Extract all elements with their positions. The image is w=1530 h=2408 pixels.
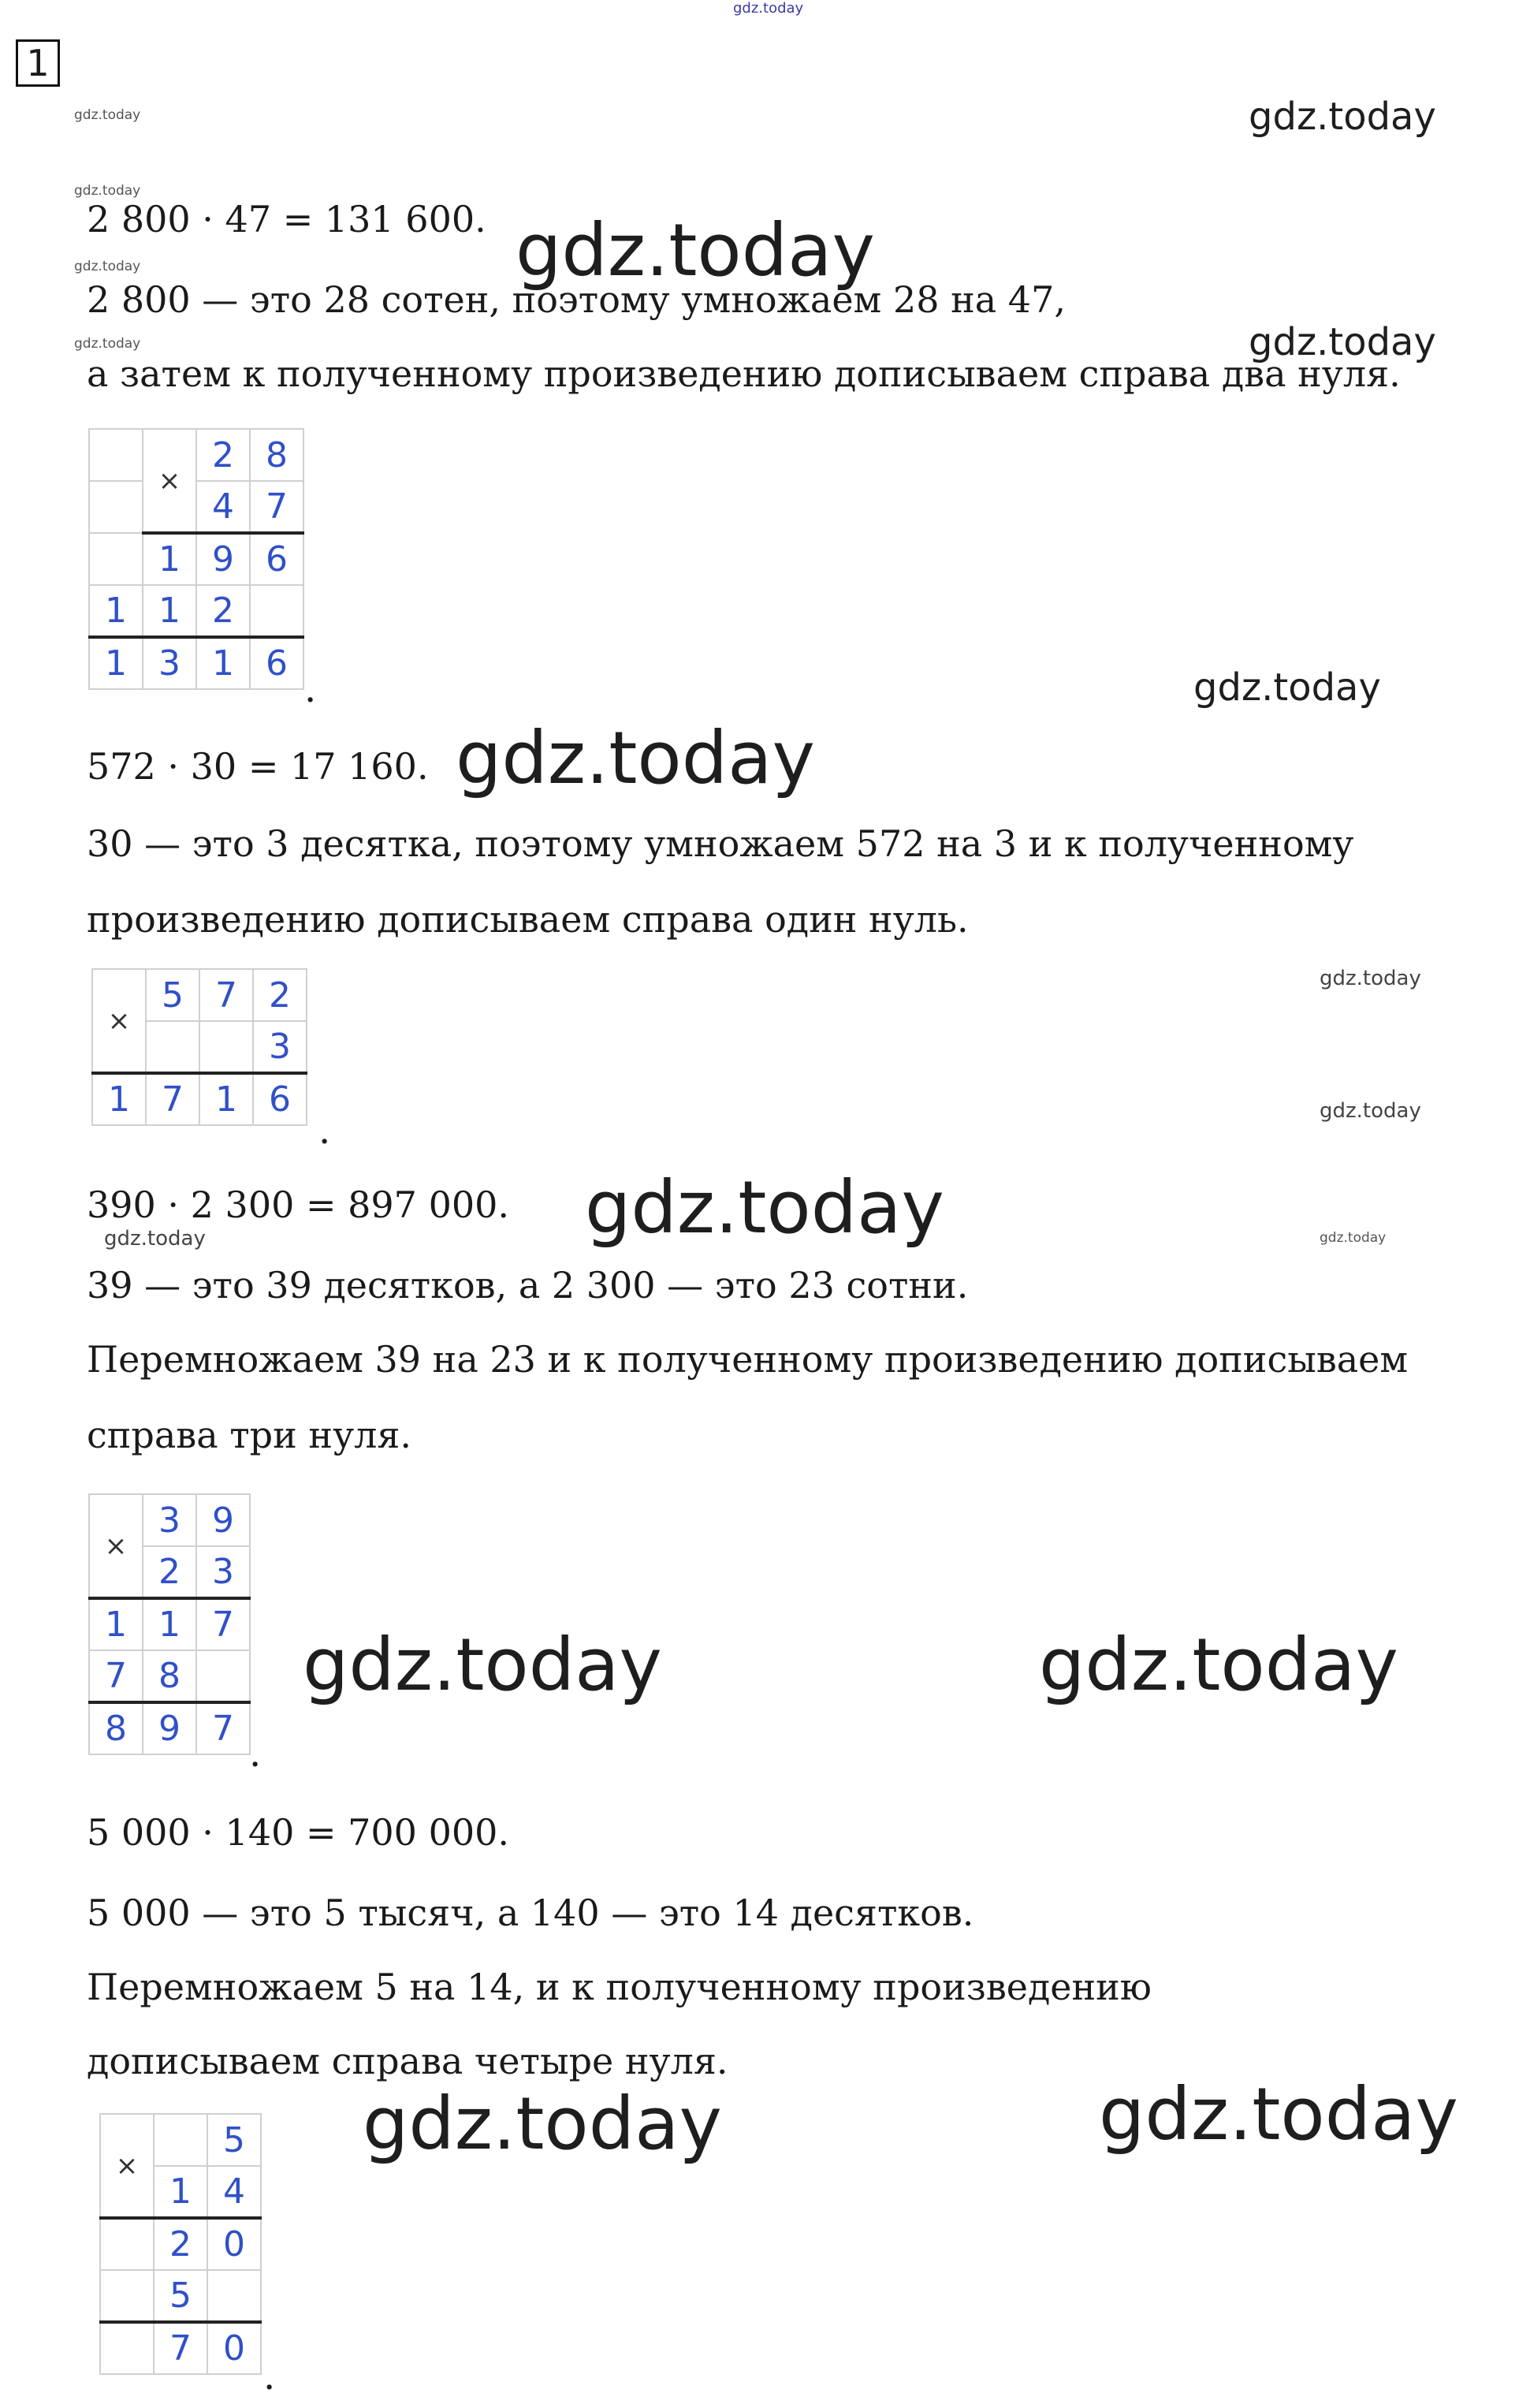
cell: 6 (250, 637, 303, 689)
watermark: gdz.today (104, 1227, 206, 1251)
cell (199, 1021, 253, 1073)
cell: 7 (196, 1702, 250, 1754)
cell: 8 (89, 1702, 143, 1754)
watermark: gdz.today (1099, 2072, 1458, 2156)
cell: 2 (154, 2218, 207, 2270)
problem-number-badge: 1 (16, 39, 60, 87)
watermark: gdz.today (1249, 95, 1436, 139)
explanation-2-line-2: произведению дописываем справа один нуль. (87, 898, 969, 941)
multiply-sign: × (100, 2114, 154, 2218)
cell: 2 (143, 1546, 196, 1598)
watermark: gdz.today (1320, 967, 1421, 990)
cell: 3 (143, 1494, 196, 1546)
cell: 1 (89, 585, 143, 637)
watermark: gdz.today (1039, 1623, 1398, 1707)
explanation-1-line-2: а затем к полученному произведению дописываем справа два нуля. (87, 352, 1401, 395)
cell: 1 (154, 2166, 207, 2218)
cell: 1 (143, 1598, 196, 1650)
multiplication-table-4 (99, 2113, 262, 2375)
period: . (318, 1109, 331, 1153)
equation-3: 390 · 2 300 = 897 000. (87, 1183, 509, 1226)
multiply-sign: × (89, 1494, 143, 1598)
cell: 8 (143, 1650, 196, 1702)
cell: 3 (253, 1021, 307, 1073)
multiply-sign: × (92, 969, 146, 1073)
watermark: gdz.today (1320, 1099, 1421, 1123)
cell: 1 (89, 1598, 143, 1650)
cell: 7 (146, 1073, 199, 1125)
watermark: gdz.today (74, 336, 141, 352)
cell (100, 2218, 154, 2270)
cell: 3 (196, 1546, 250, 1598)
cell: 7 (154, 2322, 207, 2374)
multiplication-table-1 (88, 428, 304, 690)
watermark: gdz.today (363, 2082, 722, 2166)
cell: 1 (89, 637, 143, 689)
cell: 4 (207, 2166, 261, 2218)
cell (89, 481, 143, 533)
cell: 0 (207, 2218, 261, 2270)
equation-2: 572 · 30 = 17 160. (87, 745, 429, 788)
cell: 0 (207, 2322, 261, 2374)
multiplication-table-2 (91, 968, 307, 1126)
explanation-4-line-2: Перемножаем 5 на 14, и к полученному произведению (87, 1966, 1152, 2008)
cell: 2 (253, 969, 307, 1021)
watermark: gdz.today (456, 716, 815, 800)
explanation-2-line-1: 30 — это 3 десятка, поэтому умножаем 572 на 3 и к полученному (87, 822, 1354, 865)
cell: 7 (250, 481, 303, 533)
cell: 9 (196, 1494, 250, 1546)
explanation-3-line-1: 39 — это 39 десятков, а 2 300 — это 23 сотни. (87, 1264, 969, 1307)
watermark: gdz.today (74, 107, 141, 123)
explanation-1-line-1: 2 800 — это 28 сотен, поэтому умножаем 28 на 47, (87, 278, 1066, 321)
cell: 7 (89, 1650, 143, 1702)
cell: 4 (196, 481, 250, 533)
cell (89, 429, 143, 481)
cell: 9 (196, 533, 250, 585)
cell: 6 (253, 1073, 307, 1125)
cell: 2 (196, 429, 250, 481)
period: . (263, 2354, 276, 2399)
cell (100, 2322, 154, 2374)
watermark: gdz.today (516, 208, 875, 293)
cell (196, 1650, 250, 1702)
explanation-4-line-1: 5 000 — это 5 тысяч, а 140 — это 14 десятков. (87, 1892, 974, 1934)
watermark: gdz.today (733, 0, 804, 17)
cell: 8 (250, 429, 303, 481)
cell (146, 1021, 199, 1073)
cell: 6 (250, 533, 303, 585)
explanation-3-line-3: справа три нуля. (87, 1414, 412, 1456)
watermark: gdz.today (74, 259, 141, 274)
cell (89, 533, 143, 585)
watermark: gdz.today (303, 1623, 662, 1707)
explanation-4-line-3: дописываем справа четыре нуля. (87, 2040, 728, 2082)
equation-1: 2 800 · 47 = 131 600. (87, 198, 486, 240)
cell: 1 (143, 533, 196, 585)
cell: 9 (143, 1702, 196, 1754)
watermark: gdz.today (1320, 1230, 1387, 1246)
cell: 2 (196, 585, 250, 637)
cell: 7 (199, 969, 253, 1021)
period: . (304, 667, 317, 711)
cell (250, 585, 303, 637)
cell: 5 (146, 969, 199, 1021)
cell: 7 (196, 1598, 250, 1650)
cell (154, 2114, 207, 2166)
cell: 3 (143, 637, 196, 689)
watermark: gdz.today (585, 1165, 944, 1250)
equation-4: 5 000 · 140 = 700 000. (87, 1811, 509, 1854)
watermark: gdz.today (1249, 320, 1436, 364)
cell: 5 (154, 2270, 207, 2322)
cell (100, 2270, 154, 2322)
cell: 1 (196, 637, 250, 689)
cell: 5 (207, 2114, 261, 2166)
explanation-3-line-2: Перемножаем 39 на 23 и к полученному произведению дописываем (87, 1338, 1409, 1381)
multiplication-table-3 (88, 1493, 251, 1755)
cell: 1 (143, 585, 196, 637)
cell: 1 (199, 1073, 253, 1125)
period: . (249, 1731, 262, 1776)
watermark: gdz.today (74, 183, 141, 199)
cell: 1 (92, 1073, 146, 1125)
cell (207, 2270, 261, 2322)
watermark: gdz.today (1193, 665, 1381, 710)
multiply-sign: × (143, 429, 196, 533)
